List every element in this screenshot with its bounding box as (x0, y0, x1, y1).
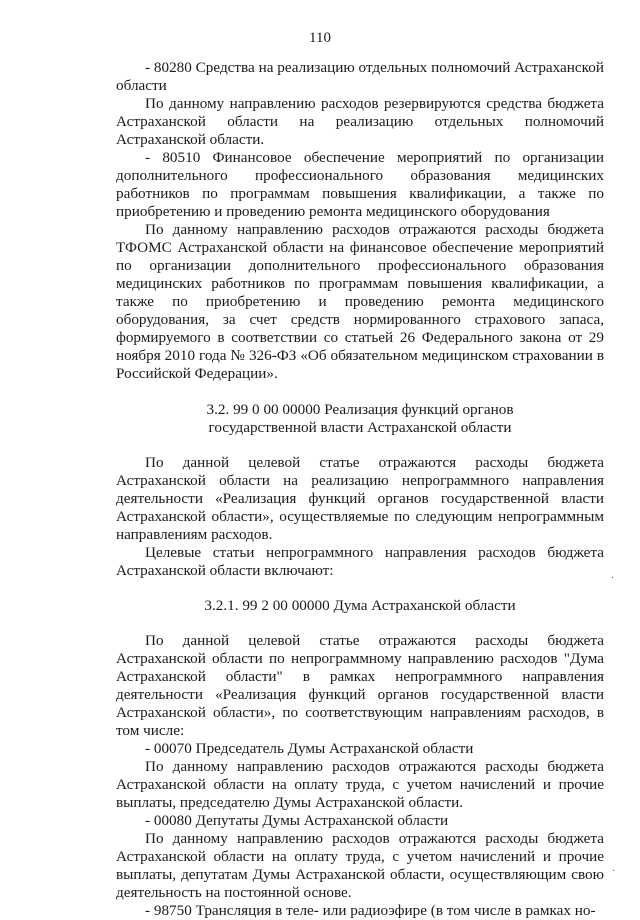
item-00070-description: По данному направлению расходов отражаются расходы бюджета Астраханской области на оплату труда, с учетом начислений и прочие выплаты, председателю Думы Астраханской области. (116, 758, 604, 811)
item-80280-description: По данному направлению расходов резервируются средства бюджета Астраханской области на реализацию отдельных полномочий Астраханской области. (116, 95, 604, 148)
margin-mark: · (612, 866, 616, 877)
section-3-2-1-paragraph: По данной целевой статье отражаются расходы бюджета Астраханской области по непрограммному направлению расходов "Дума Астраханской области" в рамках непрограммного направления деятельности «Реализация функций органов государственной власти Астраханской области», по соответствующим направлениям расходов, в том числе: (116, 632, 604, 739)
page-number: 110 (309, 30, 331, 46)
item-80510-title: - 80510 Финансовое обеспечение мероприятий по организации дополнительного профессионального образования медицинских работников по программам повышения квалификации, а также по приобретению и проведению ремонта медицинского оборудования (116, 149, 604, 220)
document-body (116, 59, 604, 920)
margin-mark: · (611, 573, 615, 584)
item-80280-title: - 80280 Средства на реализацию отдельных полномочий Астраханской области (116, 59, 604, 94)
section-3-2-1-heading: 3.2.1. 99 2 00 00000 Дума Астраханской области (204, 597, 516, 614)
item-98750-title: - 98750 Трансляция в теле- или радиоэфире (в том числе в рамках но- (145, 902, 596, 919)
section-3-2-paragraph: По данной целевой статье отражаются расходы бюджета Астраханской области на реализацию непрограммного направления деятельности «Реализация функций органов государственной власти Астраханской области», осуществляемые по следующим непрограммным направлениям расходов. (116, 454, 604, 543)
section-3-2-list-intro: Целевые статьи непрограммного направления расходов бюджета Астраханской области включают: (116, 544, 604, 579)
item-00080-title: - 00080 Депутаты Думы Астраханской области (145, 812, 449, 829)
item-00070-title: - 00070 Председатель Думы Астраханской области (145, 740, 474, 757)
item-80510-description: По данному направлению расходов отражаются расходы бюджета ТФОМС Астраханской области на финансовое обеспечение мероприятий по организации дополнительного профессионального образования медицинских работников по программам повышения квалификации, а также по приобретению и проведению ремонта медицинского оборудования, за счет средств нормированного страхового запаса, формируемого в соответствии со статьей 26 Федерального закона от 29 ноября 2010 года № 326-ФЗ «Об обязательном медицинском страховании в Российской Федерации». (116, 221, 604, 382)
item-00080-description: По данному направлению расходов отражаются расходы бюджета Астраханской области на оплату труда, с учетом начислений и прочие выплаты, депутатам Думы Астраханской области, осуществляющим свою деятельность на постоянной основе. (116, 830, 604, 901)
section-3-2-heading-line-1: 3.2. 99 0 00 00000 Реализация функций органов (206, 401, 514, 418)
section-3-2-heading-line-2: государственной власти Астраханской области (208, 419, 512, 436)
